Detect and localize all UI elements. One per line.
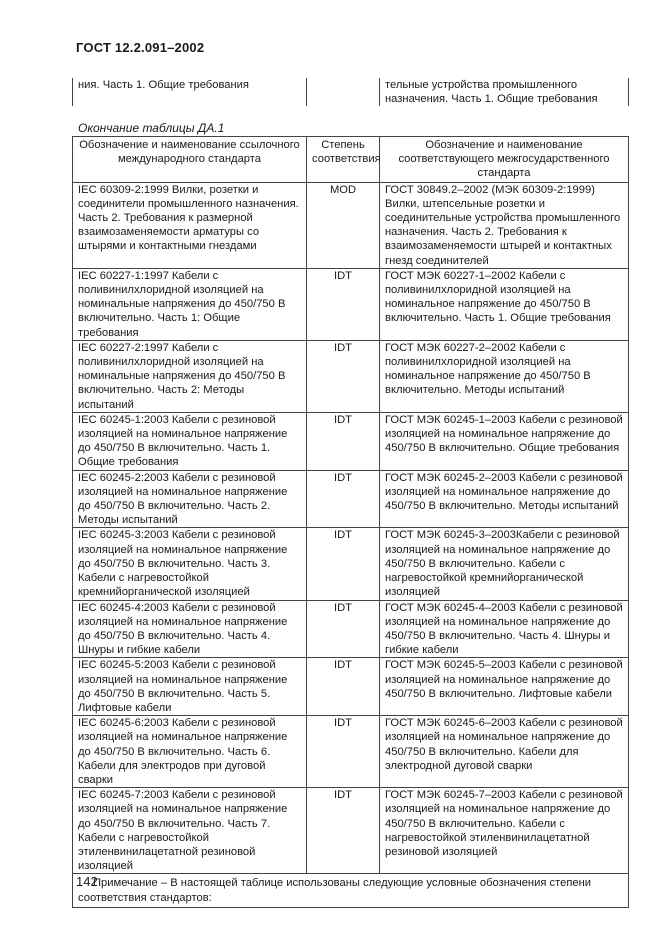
table-row [73,658,629,716]
degree-cell: IDT [307,268,380,340]
intl-standard-cell: IEC 60309-2:1999 Вилки, розетки и соединители промышленного назначения. Часть 2. Требования к размерной взаимозаменяемости арматуры со штырями и контактными гнездами [73,182,307,268]
table-row [73,78,629,106]
intl-standard-cell: IEC 60245-1:2003 Кабели с резиновой изоляцией на номинальное напряжение до 450/750 В включительно. Часть 1. Общие требования [73,412,307,470]
degree-cell: IDT [307,788,380,874]
gost-standard-cell: ГОСТ МЭК 60245-4–2003 Кабели с резиновой изоляцией на номинальное напряжение до 450/750 В включительно. Часть 4. Шнуры и гибкие кабели [380,600,629,658]
table-row [73,600,629,658]
gost-standard-cell: ГОСТ МЭК 60245-3–2003Кабели с резиновой изоляцией на номинальное напряжение до 450/750 В включительно. Кабели с нагревостойкой кремнийорганической изоляцией [380,528,629,600]
degree-cell: IDT [307,528,380,600]
continuation-table [72,78,629,106]
degree-cell: IDT [307,412,380,470]
intl-standard-cell: IEC 60245-6:2003 Кабели с резиновой изоляцией на номинальное напряжение до 450/750 В включительно. Часть 6. Кабели для электродов при дуговой сварки [73,716,307,788]
degree-cell: IDT [307,470,380,528]
degree-cell: IDT [307,340,380,412]
gost-standard-cell: ГОСТ МЭК 60245-5–2003 Кабели с резиновой изоляцией на номинальное напряжение до 450/750 В включительно. Лифтовые кабели [380,658,629,716]
standards-table [72,136,629,908]
header-intl-standard: Обозначение и наименование ссылочного международного стандарта [73,137,307,183]
table-note-row [73,874,629,907]
degree-cell: IDT [307,600,380,658]
continuation-left-cell: ния. Часть 1. Общие требования [73,78,307,106]
gost-standard-cell: ГОСТ МЭК 60245-1–2003 Кабели с резиновой изоляцией на номинальное напряжение до 450/750 В включительно. Общие требования [380,412,629,470]
intl-standard-cell: IEC 60245-3:2003 Кабели с резиновой изоляцией на номинальное напряжение до 450/750 В включительно. Часть 3. Кабели с нагревостойкой кремнийорганической изоляцией [73,528,307,600]
intl-standard-cell: IEC 60245-2:2003 Кабели с резиновой изоляцией на номинальное напряжение до 450/750 В включительно. Часть 2. Методы испытаний [73,470,307,528]
header-degree: Степень соответствия [307,137,380,183]
intl-standard-cell: IEC 60227-2:1997 Кабели с поливинилхлоридной изоляцией на номинальные напряжения до 450/750 В включительно. Часть 2: Методы испытаний [73,340,307,412]
table-row [73,528,629,600]
intl-standard-cell: IEC 60245-7:2003 Кабели с резиновой изоляцией на номинальное напряжение до 450/750 В включительно. Часть 7. Кабели с нагревостойкой этиленвинилацетатной резиновой изоляцией [73,788,307,874]
document-header: ГОСТ 12.2.091–2002 [76,40,205,55]
continuation-right-cell: тельные устройства промышленного назначения. Часть 1. Общие требования [380,78,629,106]
gost-standard-cell: ГОСТ МЭК 60245-7–2003 Кабели с резиновой изоляцией на номинальное напряжение до 450/750 В включительно. Кабели с нагревостойкой этиленвинилацетатной резиновой изоляцией [380,788,629,874]
continuation-middle-cell [307,78,380,106]
degree-cell: IDT [307,716,380,788]
degree-cell: IDT [307,658,380,716]
page-number: 142 [76,874,98,889]
header-gost-standard: Обозначение и наименование соответствующего межгосударственного стандарта [380,137,629,183]
gost-standard-cell: ГОСТ МЭК 60227-1–2002 Кабели с поливинилхлоридной изоляцией на номинальное напряжение до 450/750 В включительно. Часть 1. Общие требования [380,268,629,340]
table-row [73,716,629,788]
table-row [73,340,629,412]
intl-standard-cell: IEC 60245-4:2003 Кабели с резиновой изоляцией на номинальное напряжение до 450/750 В включительно. Часть 4. Шнуры и гибкие кабели [73,600,307,658]
gost-standard-cell: ГОСТ МЭК 60227-2–2002 Кабели с поливинилхлоридной изоляцией на номинальное напряжение до 450/750 В включительно. Методы испытаний [380,340,629,412]
intl-standard-cell: IEC 60245-5:2003 Кабели с резиновой изоляцией на номинальное напряжение до 450/750 В включительно. Часть 5. Лифтовые кабели [73,658,307,716]
gost-standard-cell: ГОСТ МЭК 60245-6–2003 Кабели с резиновой изоляцией на номинальное напряжение до 450/750 В включительно. Кабели для электродной дуговой сварки [380,716,629,788]
table-caption: Окончание таблицы ДА.1 [78,121,225,135]
table-row [73,788,629,874]
degree-cell: MOD [307,182,380,268]
gost-standard-cell: ГОСТ МЭК 60245-2–2003 Кабели с резиновой изоляцией на номинальное напряжение до 450/750 В включительно. Методы испытаний [380,470,629,528]
table-header-row [73,137,629,183]
intl-standard-cell: IEC 60227-1:1997 Кабели с поливинилхлоридной изоляцией на номинальные напряжения до 450/750 В включительно. Часть 1: Общие требования [73,268,307,340]
gost-standard-cell: ГОСТ 30849.2–2002 (МЭК 60309-2:1999) Вилки, штепсельные розетки и соединительные устройства промышленного назначения. Часть 2. Требования к взаимозаменяемости штырей и контактных гнезд соединителей [380,182,629,268]
table-row [73,268,629,340]
table-row [73,182,629,268]
table-row [73,470,629,528]
table-row [73,412,629,470]
table-note: Примечание – В настоящей таблице использованы следующие условные обозначения степени соответствия стандартов: [73,874,629,907]
